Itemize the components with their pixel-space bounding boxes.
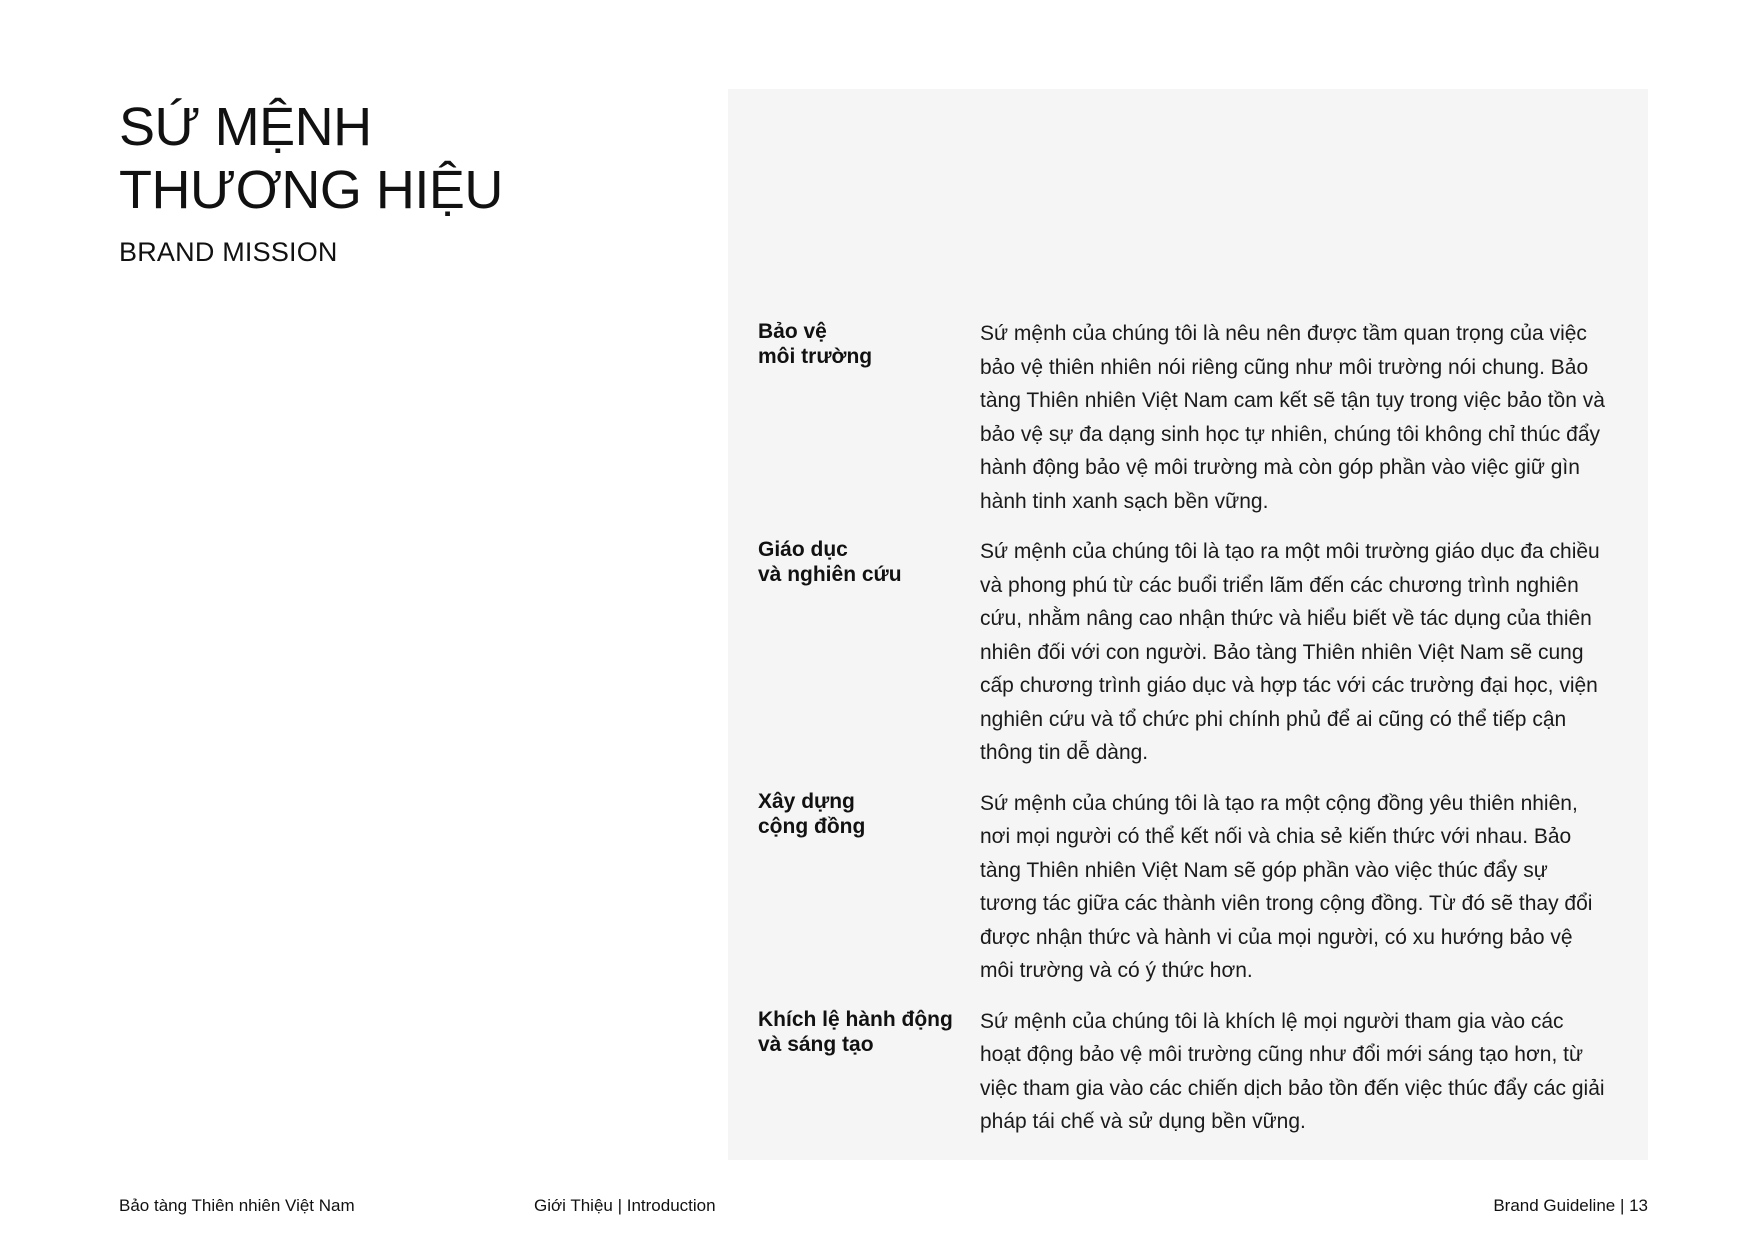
mission-item-education — [758, 535, 1618, 770]
footer-section: Giới Thiệu | Introduction — [534, 1196, 716, 1215]
mission-text: Sứ mệnh của chúng tôi là khích lệ mọi người tham gia vào các hoạt động bảo vệ môi trường cũng như đổi mới sáng tạo hơn, từ việc tham gia vào các chiến dịch bảo tồn đến việc thúc đẩy các giải pháp tái chế và sử dụng bền vững. — [980, 1009, 1605, 1133]
footer-organization: Bảo tàng Thiên nhiên Việt Nam — [119, 1196, 355, 1215]
mission-item-action — [758, 1005, 1618, 1139]
mission-item-community — [758, 787, 1618, 988]
mission-heading-line-1: Xây dựng — [758, 789, 855, 813]
mission-heading-line-2: và sáng tạo — [758, 1032, 874, 1056]
mission-text: Sứ mệnh của chúng tôi là tạo ra một môi trường giáo dục đa chiều và phong phú từ các buổi triển lãm đến các chương trình nghiên cứu, nhằm nâng cao nhận thức và hiểu biết về tác dụng của thiên nhiên đối với con người. Bảo tàng Thiên nhiên Việt Nam sẽ cung cấp chương trình giáo dục và hợp tác với các trường đại học, viện nghiên cứu và tổ chức phi chính phủ để ai cũng có thể tiếp cận thông tin dễ dàng. — [980, 540, 1600, 764]
footer-page-number: Brand Guideline | 13 — [1493, 1196, 1648, 1215]
mission-heading-line-1: Bảo vệ — [758, 320, 827, 343]
mission-heading — [758, 1005, 980, 1057]
page-title-line-2: THƯƠNG HIỆU — [119, 160, 503, 220]
mission-heading — [758, 317, 980, 369]
mission-heading-line-2: môi trường — [758, 345, 873, 368]
mission-text: Sứ mệnh của chúng tôi là nêu nên được tầm quan trọng của việc bảo vệ thiên nhiên nói riêng cũng như môi trường nói chung. Bảo tàng Thiên nhiên Việt Nam cam kết sẽ tận tụy trong việc bảo tồn và bảo vệ sự đa dạng sinh học tự nhiên, chúng tôi không chỉ thúc đẩy hành động bảo vệ môi trường mà còn góp phần vào việc giữ gìn hành tinh xanh sạch bền vững. — [980, 322, 1605, 513]
page-subtitle: BRAND MISSION — [119, 237, 338, 267]
mission-heading — [758, 535, 980, 587]
mission-panel — [728, 89, 1648, 1160]
mission-list — [758, 317, 1618, 1156]
mission-text: Sứ mệnh của chúng tôi là tạo ra một cộng đồng yêu thiên nhiên, nơi mọi người có thể kết nối và chia sẻ kiến thức với nhau. Bảo tàng Thiên nhiên Việt Nam sẽ góp phần vào việc thúc đẩy sự tương tác giữa các thành viên trong cộng đồng. Từ đó sẽ thay đổi được nhận thức và hành vi của mọi người, có xu hướng bảo vệ môi trường và có ý thức hơn. — [980, 791, 1593, 982]
mission-heading — [758, 787, 980, 839]
mission-heading-line-2: cộng đồng — [758, 814, 866, 838]
page-title-line-1: SỨ MỆNH — [119, 97, 372, 157]
mission-item-environment — [758, 317, 1618, 518]
mission-heading-line-1: Giáo dục — [758, 538, 848, 561]
title-block — [119, 96, 679, 270]
mission-heading-line-2: và nghiên cứu — [758, 563, 902, 586]
mission-heading-line-1: Khích lệ hành động — [758, 1007, 953, 1031]
